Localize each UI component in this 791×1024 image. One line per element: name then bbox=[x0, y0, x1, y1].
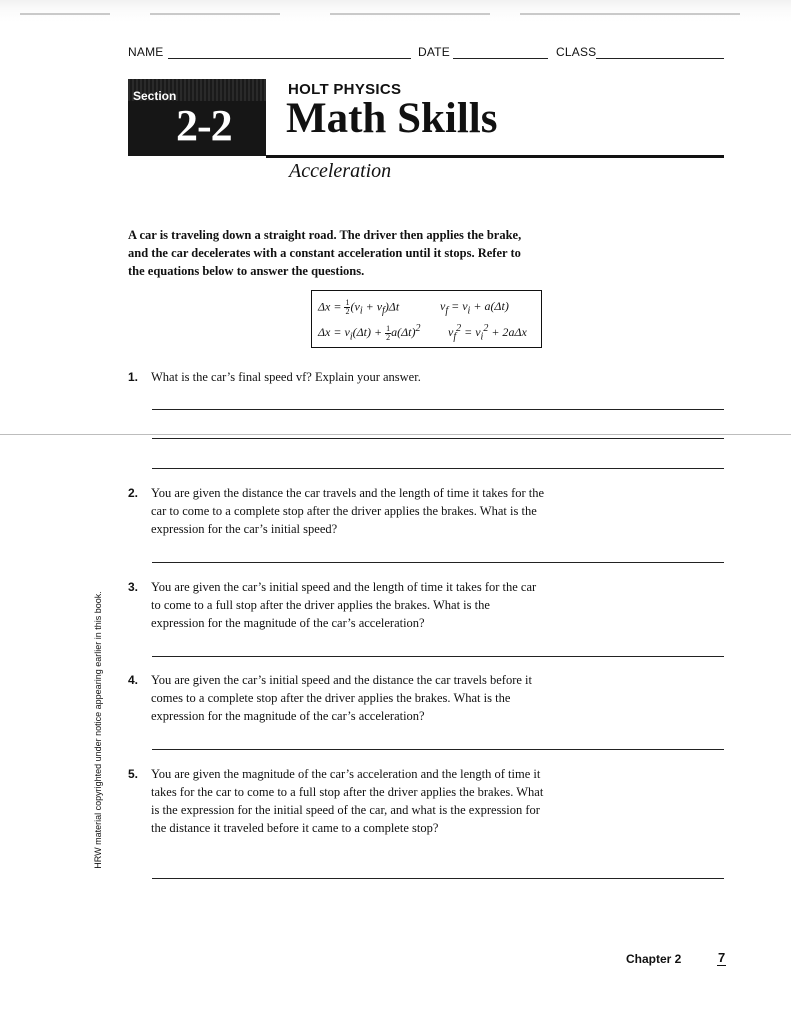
scan-mark bbox=[20, 13, 110, 15]
scan-mark bbox=[520, 13, 740, 15]
question-number-4: 4. bbox=[128, 673, 139, 687]
section-number: 2-2 bbox=[176, 101, 232, 150]
answer-line-4[interactable] bbox=[152, 749, 724, 750]
copyright-note: HRW material copyrighted under notice appearing earlier in this book. bbox=[93, 591, 103, 869]
publisher-name: HOLT PHYSICS bbox=[288, 81, 402, 98]
date-field-line[interactable] bbox=[453, 58, 548, 59]
question-text-3: You are given the car’s initial speed and the length of time it takes for the car to come to a full stop after the driver applies the brakes. What is the expression for the magnitude of the car’s acceleration? bbox=[151, 580, 537, 630]
page-number: 7 bbox=[718, 950, 726, 965]
equation-velocity-squared: $v_f^2 = v_i^2 + 2a\Delta x$ bbox=[448, 323, 527, 343]
page-title: Math Skills bbox=[286, 95, 498, 142]
section-label: Section bbox=[133, 89, 177, 103]
intro-paragraph: A car is traveling down a straight road. The driver then applies the brake, and the car decelerates with a constant acceleration until it stops. Refer to the equations below to answer the questions. bbox=[128, 228, 522, 278]
title-divider bbox=[266, 155, 724, 158]
scan-fold-line bbox=[0, 434, 791, 435]
equation-final-velocity: $v_f = v_i + a(\Delta t)$ bbox=[440, 299, 509, 317]
answer-line-1c[interactable] bbox=[152, 468, 724, 469]
answer-line-1b[interactable] bbox=[152, 438, 724, 439]
answer-line-2[interactable] bbox=[152, 562, 724, 563]
question-number-1: 1. bbox=[128, 370, 139, 384]
question-text-4: You are given the car’s initial speed and the distance the car travels before it comes to a complete stop after the driver applies the brakes. What is the expression for the magnitude of the car’s acceleration? bbox=[151, 673, 532, 723]
date-label: DATE bbox=[418, 45, 450, 59]
class-field-line[interactable] bbox=[596, 58, 724, 59]
name-field-line[interactable] bbox=[168, 58, 411, 59]
question-text-5: You are given the magnitude of the car’s acceleration and the length of time it takes for the car to come to a full stop after the driver applies the brakes. What is the expression for the initial speed of the car, and what is the expression for the distance it traveled before it came to a complete stop? bbox=[151, 767, 544, 835]
question-text-1: What is the car’s final speed vf? Explain your answer. bbox=[151, 370, 421, 384]
scan-mark bbox=[150, 13, 280, 15]
question-number-5: 5. bbox=[128, 767, 139, 781]
class-label: CLASS bbox=[556, 45, 597, 59]
page-subtitle: Acceleration bbox=[289, 160, 392, 182]
equation-displacement-accel: $\Delta x = v_i(\Delta t)$ + $\frac{1}{2}$ $a(\Delta t)^2$ bbox=[318, 323, 421, 343]
chapter-label: Chapter 2 bbox=[626, 952, 682, 966]
name-label: NAME bbox=[128, 45, 164, 59]
equation-displacement-average: Δx = $\frac{1}{2}$ $(v_i + v_f)\Delta t$ bbox=[318, 298, 400, 317]
answer-line-1a[interactable] bbox=[152, 409, 724, 410]
answer-line-3[interactable] bbox=[152, 656, 724, 657]
question-text-2: You are given the distance the car travels and the length of time it takes for the car to come to a complete stop after the driver applies the brakes. What is the expression for the car’s initial speed? bbox=[151, 486, 545, 536]
scan-mark bbox=[330, 13, 490, 15]
question-number-3: 3. bbox=[128, 580, 139, 594]
question-number-2: 2. bbox=[128, 486, 139, 500]
answer-line-5[interactable] bbox=[152, 878, 724, 879]
scan-edge bbox=[0, 0, 791, 22]
